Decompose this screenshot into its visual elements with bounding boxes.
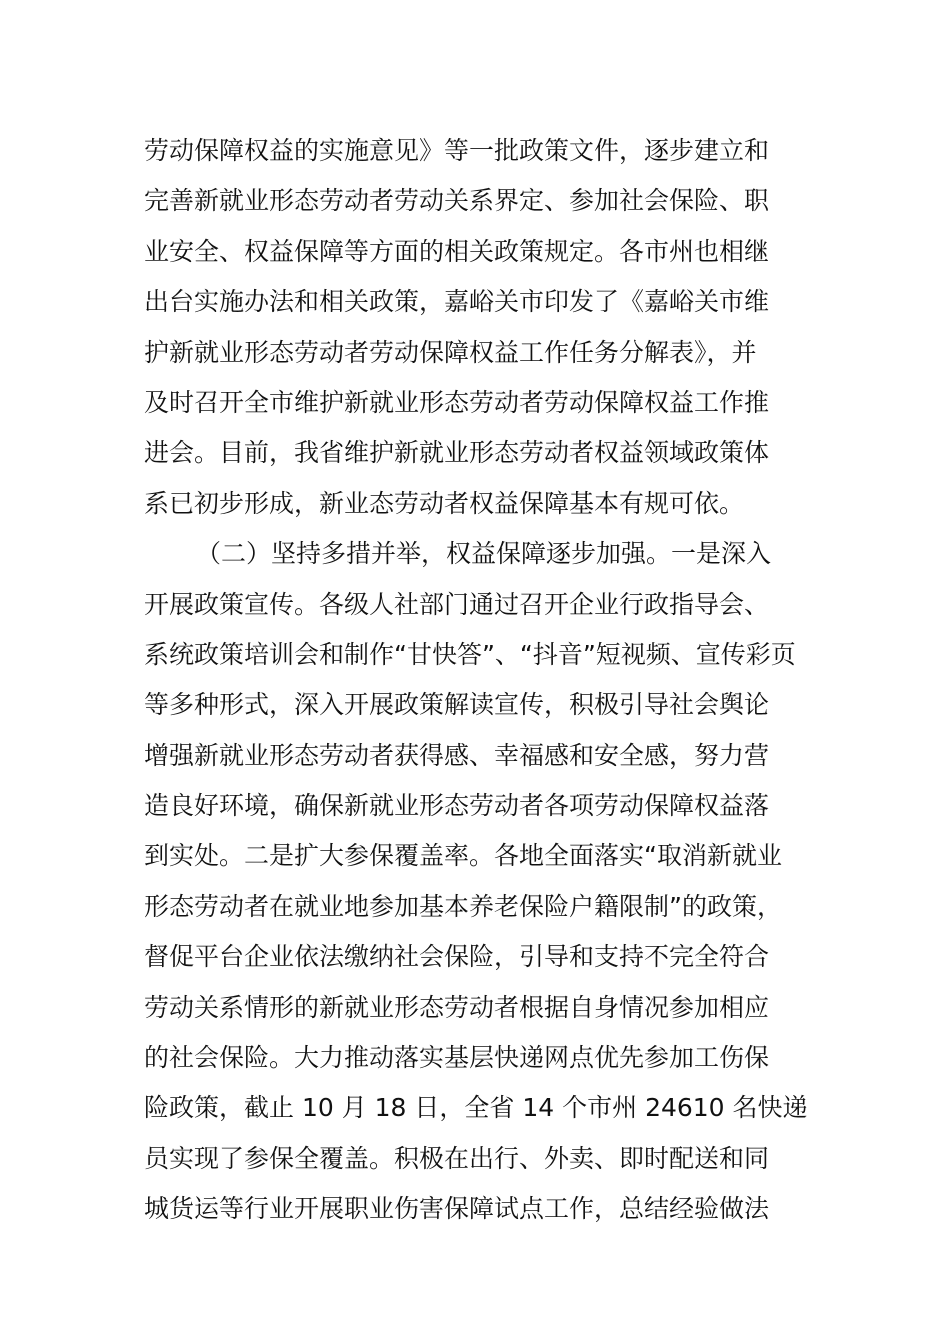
text-line-21: 员实现了参保全覆盖。积极在出行、外卖、即时配送和同	[144, 1143, 770, 1173]
text-line-13: 增强新就业形态劳动者获得感、幸福感和安全感，努力营	[144, 740, 770, 770]
text-line-3: 业安全、权益保障等方面的相关政策规定。各市州也相继	[144, 236, 770, 266]
text-line-12: 等多种形式，深入开展政策解读宣传，积极引导社会舆论	[144, 690, 770, 720]
text-line-11: 系统政策培训会和制作“甘快答”、“抖音”短视频、宣传彩页	[144, 639, 796, 669]
text-line-2: 完善新就业形态劳动者劳动关系界定、参加社会保险、职	[144, 186, 770, 216]
text-line-16: 形态劳动者在就业地参加基本养老保险户籍限制”的政策，	[144, 891, 782, 921]
text-line-10: 开展政策宣传。各级人社部门通过召开企业行政指导会、	[144, 589, 770, 619]
text-line-8: 系已初步形成，新业态劳动者权益保障基本有规可依。	[144, 488, 745, 518]
section-heading-line: （二）坚持多措并举，权益保障逐步加强。一是深入	[196, 539, 772, 569]
text-line-6: 及时召开全市维护新就业形态劳动者劳动保障权益工作推	[144, 387, 770, 417]
text-line-14: 造良好环境，确保新就业形态劳动者各项劳动保障权益落	[144, 791, 770, 821]
body-text	[144, 126, 824, 1235]
text-line-4: 出台实施办法和相关政策，嘉峪关市印发了《嘉峪关市维	[144, 287, 770, 317]
text-line-15: 到实处。二是扩大参保覆盖率。各地全面落实“取消新就业	[144, 841, 782, 871]
text-line-5: 护新就业形态劳动者劳动保障权益工作任务分解表》，并	[144, 337, 757, 367]
text-line-17: 督促平台企业依法缴纳社会保险，引导和支持不完全符合	[144, 942, 770, 972]
text-line-7: 进会。目前，我省维护新就业形态劳动者权益领域政策体	[144, 438, 770, 468]
text-line-18: 劳动关系情形的新就业形态劳动者根据自身情况参加相应	[144, 992, 770, 1022]
text-line-20: 险政策，截止 10 月 18 日，全省 14 个市州 24610 名快递	[144, 1093, 808, 1123]
text-line-19: 的社会保险。大力推动落实基层快递网点优先参加工伤保	[144, 1043, 770, 1073]
text-line-22: 城货运等行业开展职业伤害保障试点工作，总结经验做法	[144, 1194, 770, 1224]
text-line-1: 劳动保障权益的实施意见》等一批政策文件，逐步建立和	[144, 136, 770, 165]
